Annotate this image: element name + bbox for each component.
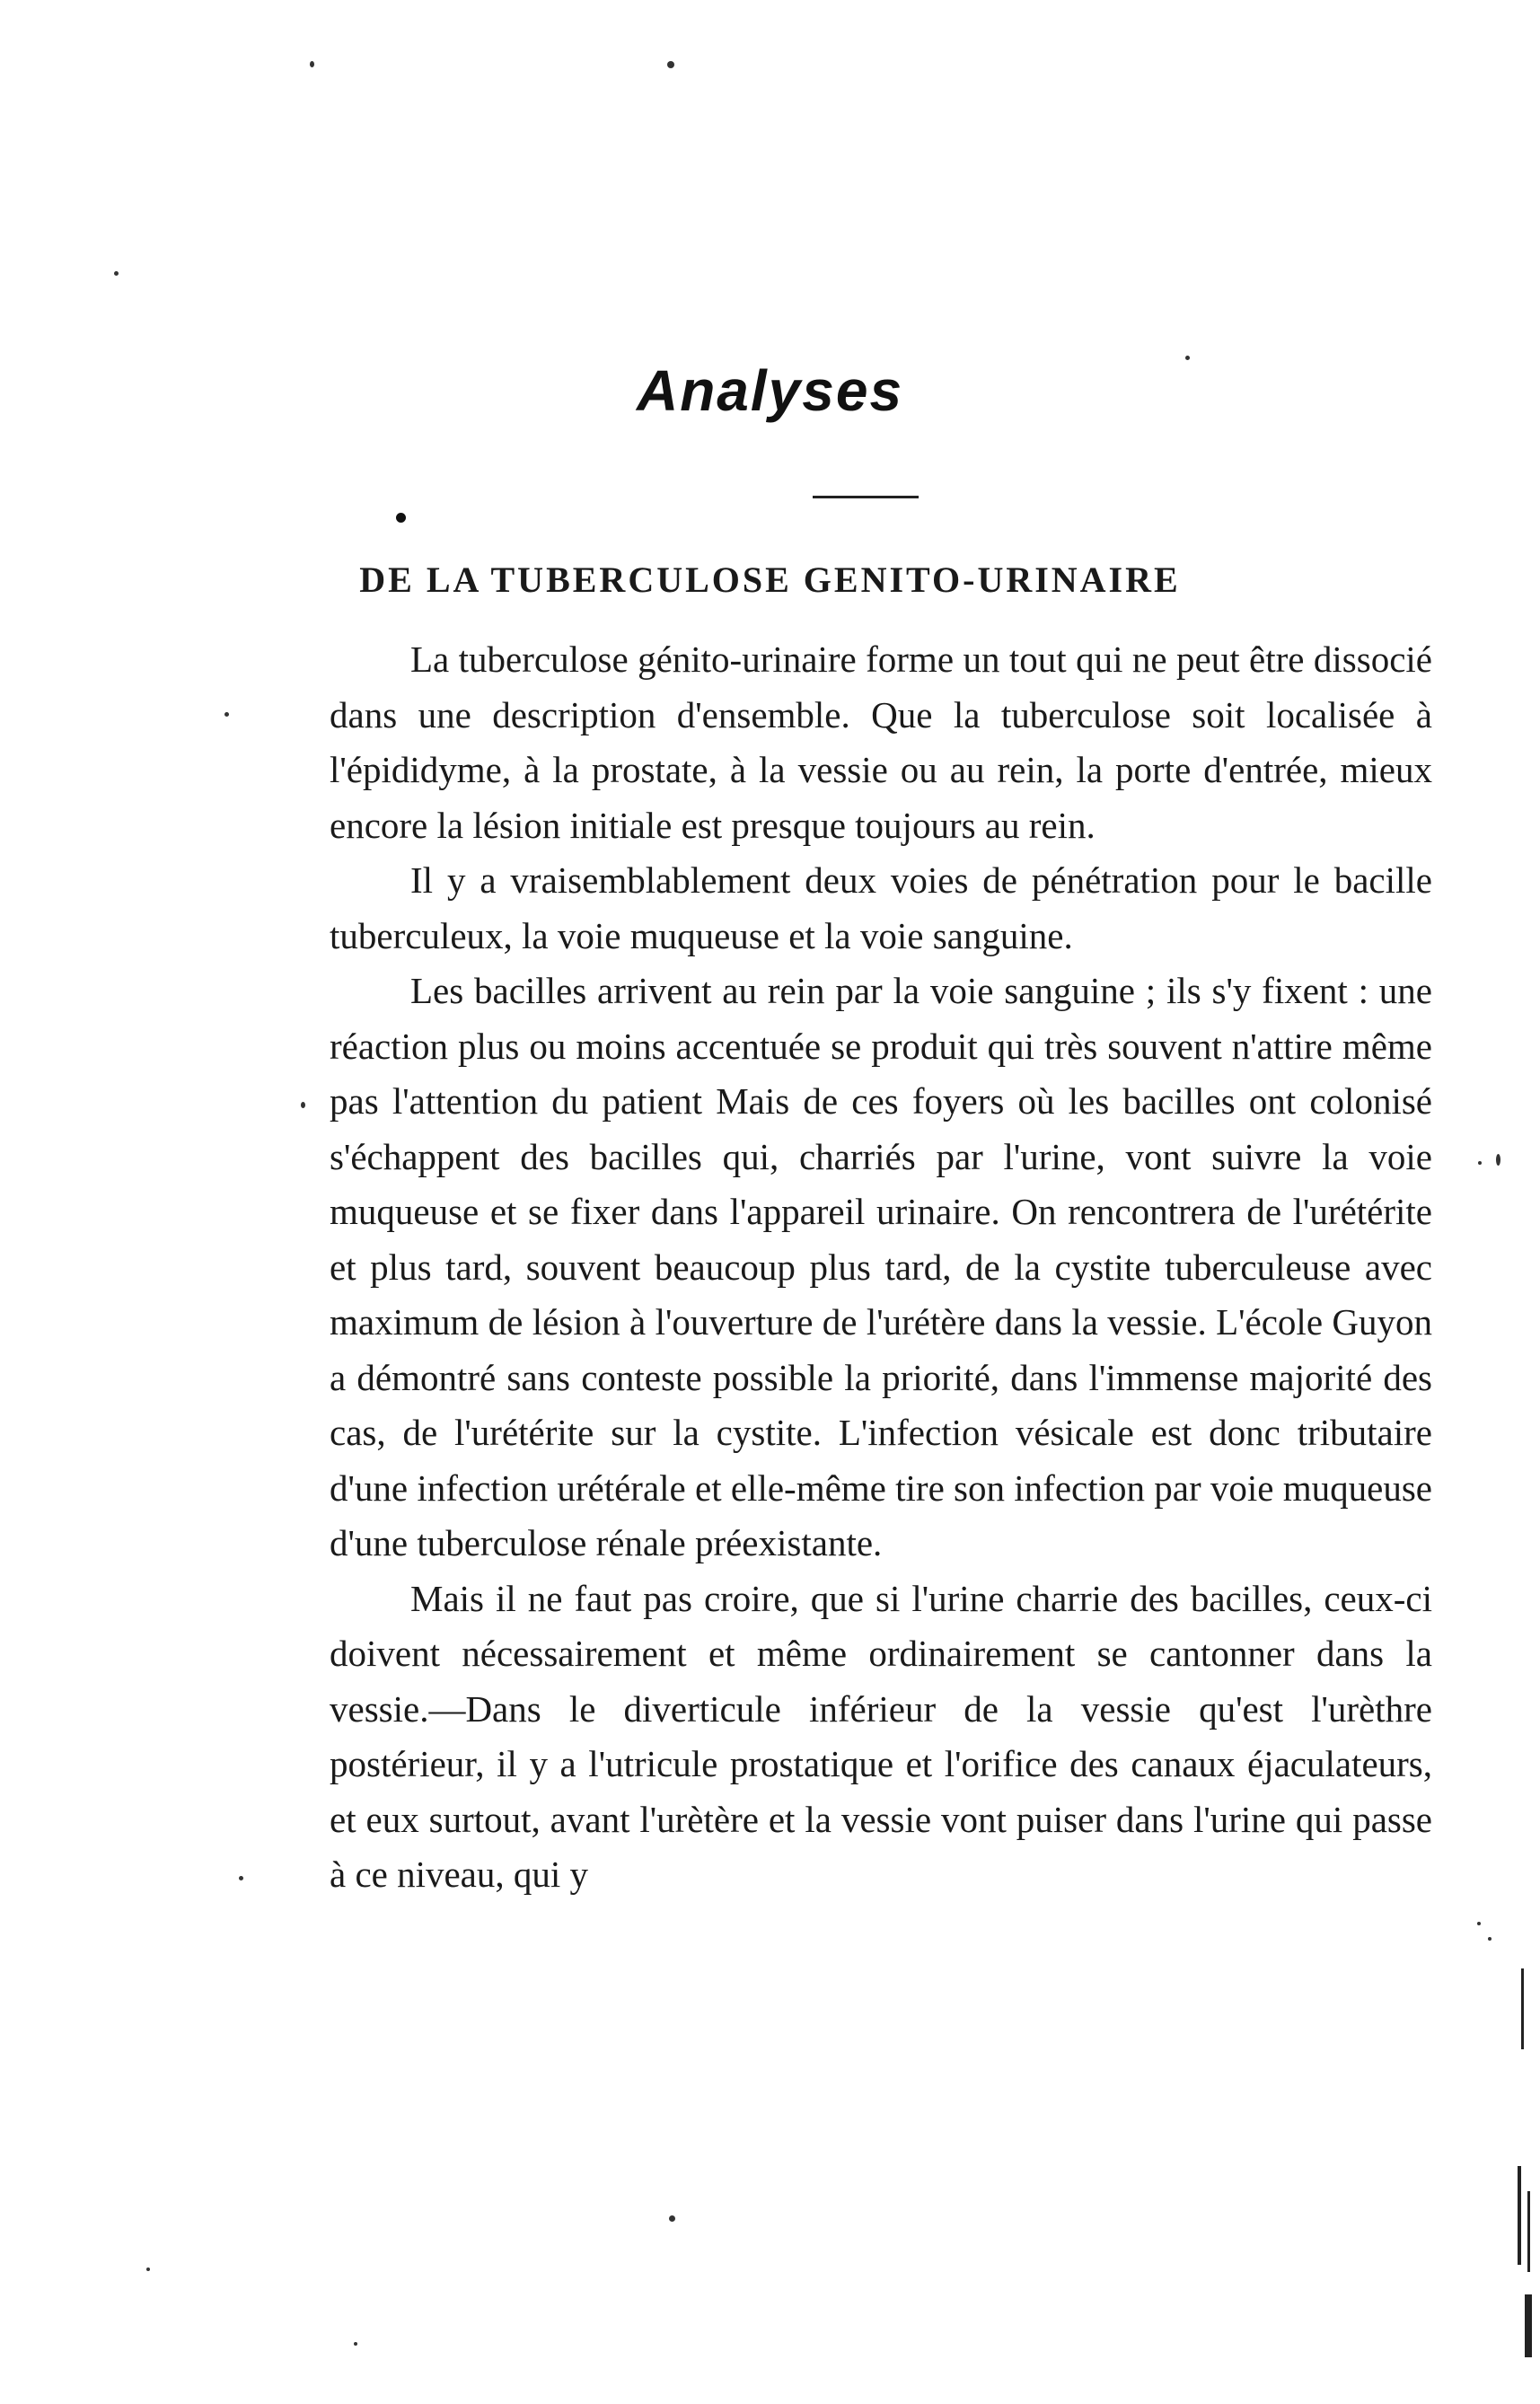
scan-edge-mark (1527, 2191, 1530, 2272)
scan-speck (354, 2342, 357, 2346)
paragraph: Mais il ne faut pas croire, que si l'urine charrie des bacilles, ceux-ci doivent nécessairement et même ordinairement se cantonner dans la vessie.—Dans le diverticule inférieur de la vessie qu'est l'urèthre postérieur, il y a l'utricule prostatique et l'orifice des canaux éjaculateurs, et eux surtout, avant l'urètère et la vessie vont puiser dans l'urine qui passe à ce niveau, qui y (330, 1577, 1432, 1895)
scan-speck (310, 61, 314, 67)
scan-speck (1496, 1154, 1500, 1166)
page-title: Analyses (636, 358, 904, 423)
scan-speck (224, 712, 229, 717)
scan-speck (239, 1876, 243, 1880)
section-heading: DE LA TUBERCULOSE GENITO-URINAIRE (359, 559, 1181, 600)
paragraph: Il y a vraisemblablement deux voies de pénétration pour le bacille tuberculeux, la voie muqueuse et la voie sanguine. (330, 859, 1432, 956)
paragraph: Les bacilles arrivent au rein par la voie sanguine ; ils s'y fixent : une réaction plus ou moins accentuée se produit qui très souvent n'attire même pas l'attention du patient Mais de ces foyers où les bacilles ont colonisé s'échappent des bacilles qui, charriés par l'urine, vont suivre la voie muqueuse et se fixer dans l'appareil urinaire. On rencontrera de l'urétérite et plus tard, souvent beaucoup plus tard, de la cystite tuberculeuse avec maximum de lésion à l'ouverture de l'urétère dans la vessie. L'école Guyon a démontré sans conteste possible la priorité, dans l'immense majorité des cas, de l'urétérite sur la cystite. L'infection vésicale est donc tributaire d'une infection urétérale et elle-même tire son infection par voie muqueuse d'une tuberculose rénale préexistante. (330, 970, 1432, 1563)
scan-speck (396, 513, 406, 523)
scan-edge-mark (1518, 2166, 1521, 2265)
scan-speck (1477, 1922, 1481, 1925)
body-text (330, 632, 1432, 1903)
scan-speck (1478, 1161, 1482, 1165)
scan-edge-mark (1521, 1968, 1524, 2049)
scan-speck (146, 2268, 150, 2271)
scan-speck (301, 1102, 305, 1108)
scan-speck (114, 271, 119, 276)
scan-speck (667, 61, 674, 68)
scan-speck (669, 2215, 675, 2222)
scan-speck (1185, 356, 1190, 360)
scan-speck (1488, 1937, 1492, 1941)
paragraph: La tuberculose génito-urinaire forme un tout qui ne peut être dissocié dans une description d'ensemble. Que la tuberculose soit localisée à l'épididyme, à la prostate, à la vessie ou au rein, la porte d'entrée, mieux encore la lésion initiale est presque toujours au rein. (330, 638, 1432, 846)
scan-edge-mark (1525, 2294, 1532, 2357)
title-rule (813, 496, 919, 498)
